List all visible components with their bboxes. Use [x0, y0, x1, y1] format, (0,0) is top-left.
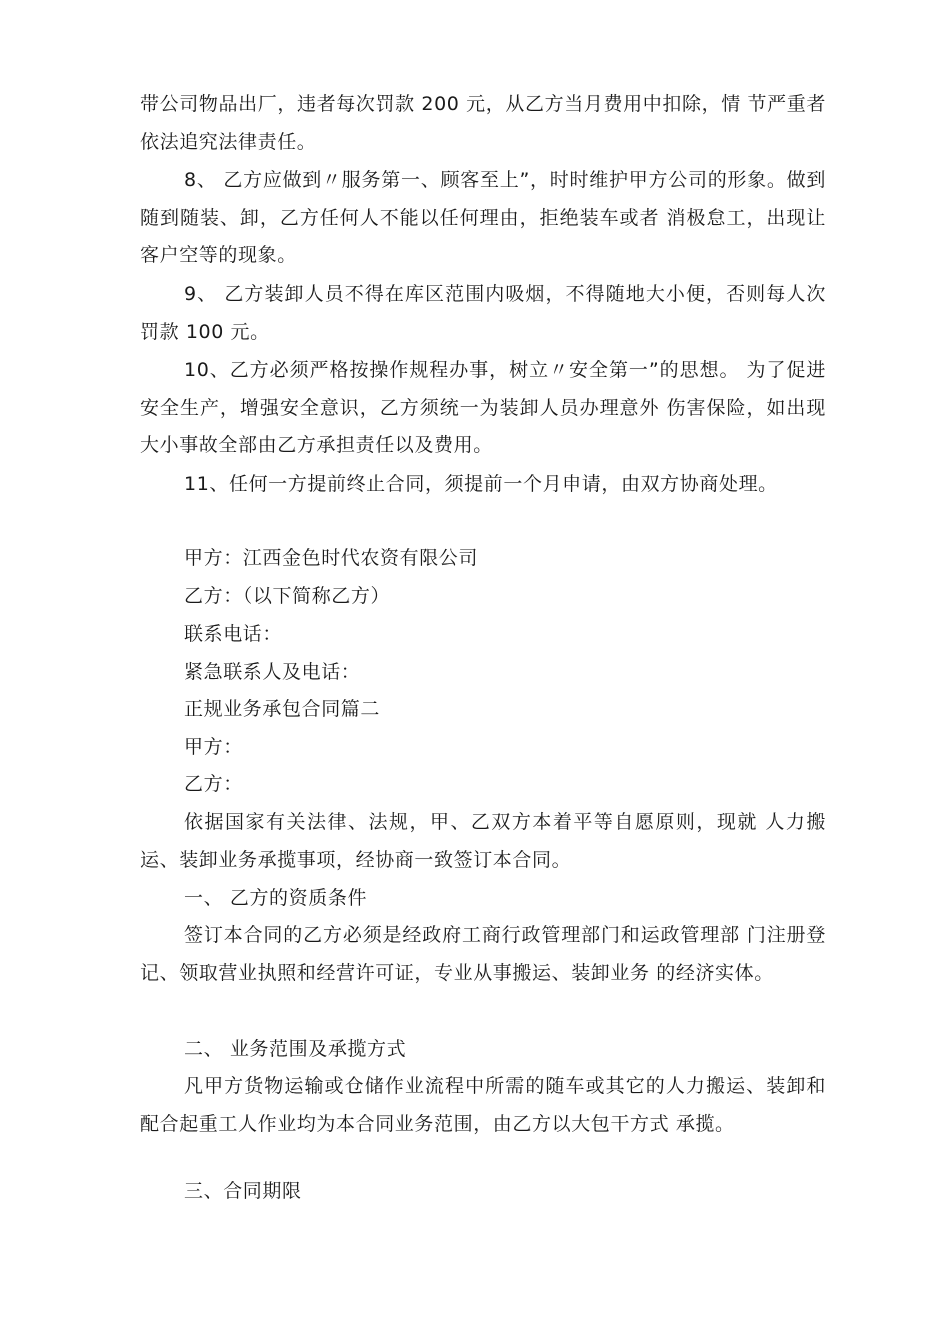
- paragraph-preamble: 依据国家有关法律、法规，甲、乙双方本着平等自愿原则，现就 人力搬运、装卸业务承揽事项，经协商一致签订本合同。: [140, 811, 826, 871]
- heading-term: 三、合同期限: [184, 1180, 302, 1202]
- section-title: 正规业务承包合同篇二: [184, 698, 381, 720]
- paragraph-clause-11: 11、任何一方提前终止合同，须提前一个月申请，由双方协商处理。: [184, 473, 778, 495]
- heading-qualification: 一、 乙方的资质条件: [184, 887, 368, 909]
- paragraph-qualification: 签订本合同的乙方必须是经政府工商行政管理部门和运政管理部 门注册登记、领取营业执照和经营许可证，专业从事搬运、装卸业务 的经济实体。: [140, 924, 826, 984]
- paragraph-clause-8: 8、 乙方应做到〃服务第一、顾客至上”，时时维护甲方公司的形象。做到随到随装、卸，乙方任何人不能以任何理由，拒绝装车或者 消极怠工，出现让客户空等的现象。: [140, 169, 826, 266]
- paragraph-clause-10: 10、乙方必须严格按操作规程办事，树立〃安全第一”的思想。 为了促进安全生产，增强安全意识，乙方须统一为装卸人员办理意外 伤害保险，如出现大小事故全部由乙方承担责任以及费用。: [140, 359, 826, 456]
- contact-phone-line: 联系电话：: [184, 623, 283, 645]
- party-a-line-2: 甲方：: [184, 736, 243, 758]
- paragraph-penalty-continued: 带公司物品出厂，违者每次罚款 200 元，从乙方当月费用中扣除，情 节严重者依法追究法律责任。: [140, 93, 826, 153]
- party-b-line-2: 乙方：: [184, 773, 243, 795]
- party-a-line: 甲方：江西金色时代农资有限公司: [184, 547, 479, 569]
- heading-scope: 二、 业务范围及承揽方式: [184, 1038, 407, 1060]
- party-b-line: 乙方：（以下简称乙方）: [184, 585, 391, 607]
- paragraph-clause-9: 9、 乙方装卸人员不得在库区范围内吸烟，不得随地大小便，否则每人次罚款 100 元。: [140, 283, 826, 343]
- paragraph-scope: 凡甲方货物运输或仓储作业流程中所需的随车或其它的人力搬运、装卸和配合起重工人作业均为本合同业务范围，由乙方以大包干方式 承揽。: [140, 1075, 826, 1135]
- emergency-contact-line: 紧急联系人及电话：: [184, 661, 361, 683]
